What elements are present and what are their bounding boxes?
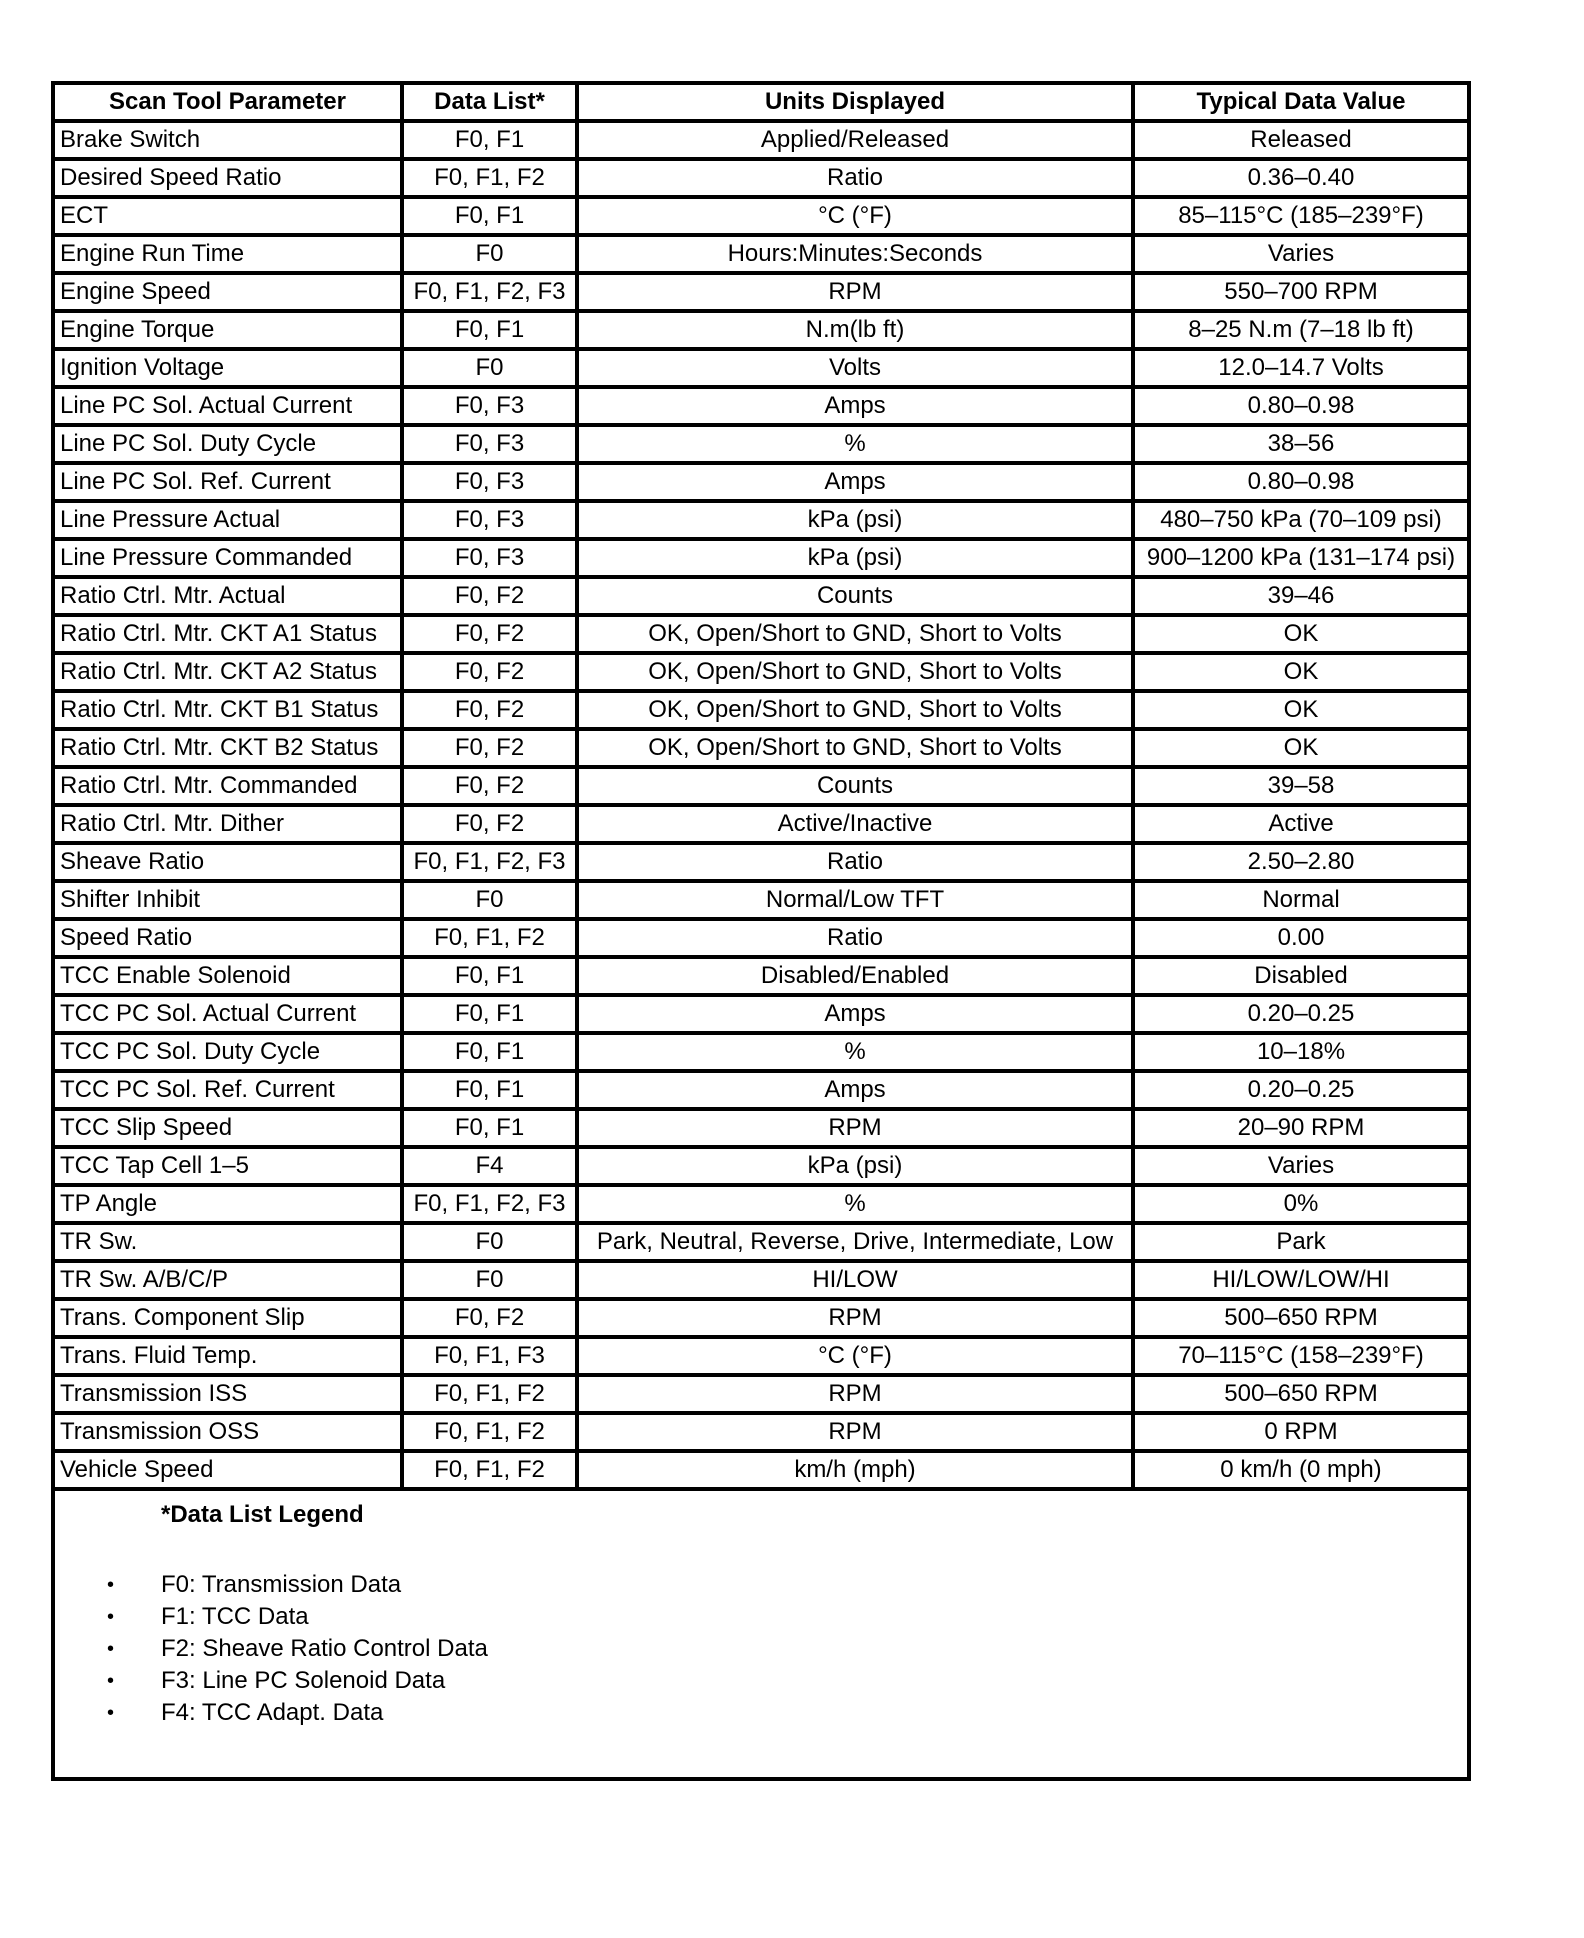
param-cell: Vehicle Speed xyxy=(53,1451,402,1489)
table-row xyxy=(53,311,1469,349)
param-cell: Line PC Sol. Duty Cycle xyxy=(53,425,402,463)
legend-item xyxy=(55,1601,1467,1633)
data-list-cell: F0, F1 xyxy=(402,121,577,159)
data-list-cell: F0, F1 xyxy=(402,1033,577,1071)
table-body xyxy=(53,121,1469,1489)
table-row xyxy=(53,1337,1469,1375)
param-cell: TCC PC Sol. Actual Current xyxy=(53,995,402,1033)
typical-value-cell: HI/LOW/LOW/HI xyxy=(1133,1261,1469,1299)
table-row xyxy=(53,1109,1469,1147)
typical-value-cell: 0 RPM xyxy=(1133,1413,1469,1451)
header-units-displayed: Units Displayed xyxy=(577,83,1133,121)
param-cell: Trans. Fluid Temp. xyxy=(53,1337,402,1375)
data-list-cell: F0, F1 xyxy=(402,197,577,235)
table-row xyxy=(53,1261,1469,1299)
param-cell: TR Sw. xyxy=(53,1223,402,1261)
scan-tool-data-table xyxy=(51,81,1471,1781)
data-list-cell: F0, F2 xyxy=(402,729,577,767)
param-cell: Line Pressure Commanded xyxy=(53,539,402,577)
typical-value-cell: Active xyxy=(1133,805,1469,843)
legend-item-text: F0: Transmission Data xyxy=(161,1571,402,1598)
data-list-cell: F0, F1, F2 xyxy=(402,159,577,197)
param-cell: Sheave Ratio xyxy=(53,843,402,881)
param-cell: Ratio Ctrl. Mtr. Actual xyxy=(53,577,402,615)
typical-value-cell: 0.80–0.98 xyxy=(1133,463,1469,501)
units-cell: Volts xyxy=(577,349,1133,387)
param-cell: Line PC Sol. Ref. Current xyxy=(53,463,402,501)
param-cell: TP Angle xyxy=(53,1185,402,1223)
table-row xyxy=(53,957,1469,995)
legend-section xyxy=(53,1489,1469,1779)
param-cell: Ratio Ctrl. Mtr. Dither xyxy=(53,805,402,843)
legend-cell xyxy=(53,1489,1469,1779)
header-data-list: Data List* xyxy=(402,83,577,121)
table-row xyxy=(53,463,1469,501)
units-cell: °C (°F) xyxy=(577,197,1133,235)
units-cell: RPM xyxy=(577,1109,1133,1147)
typical-value-cell: 8–25 N.m (7–18 lb ft) xyxy=(1133,311,1469,349)
typical-value-cell: 500–650 RPM xyxy=(1133,1299,1469,1337)
data-list-cell: F0, F1, F2, F3 xyxy=(402,273,577,311)
param-cell: TCC PC Sol. Ref. Current xyxy=(53,1071,402,1109)
param-cell: Transmission ISS xyxy=(53,1375,402,1413)
table-row xyxy=(53,729,1469,767)
data-list-cell: F0, F3 xyxy=(402,501,577,539)
param-cell: TCC Slip Speed xyxy=(53,1109,402,1147)
bullet-icon: • xyxy=(107,1638,115,1660)
typical-value-cell: 70–115°C (158–239°F) xyxy=(1133,1337,1469,1375)
data-list-cell: F0, F1 xyxy=(402,1109,577,1147)
param-cell: Desired Speed Ratio xyxy=(53,159,402,197)
data-list-cell: F0, F1, F2 xyxy=(402,919,577,957)
data-list-cell: F0, F1 xyxy=(402,995,577,1033)
table-row xyxy=(53,121,1469,159)
table-row xyxy=(53,1033,1469,1071)
typical-value-cell: Varies xyxy=(1133,235,1469,273)
param-cell: Ratio Ctrl. Mtr. CKT A2 Status xyxy=(53,653,402,691)
typical-value-cell: 10–18% xyxy=(1133,1033,1469,1071)
units-cell: N.m(lb ft) xyxy=(577,311,1133,349)
data-list-cell: F0, F3 xyxy=(402,387,577,425)
table-row xyxy=(53,881,1469,919)
typical-value-cell: 0 km/h (0 mph) xyxy=(1133,1451,1469,1489)
units-cell: Disabled/Enabled xyxy=(577,957,1133,995)
param-cell: Ratio Ctrl. Mtr. CKT B2 Status xyxy=(53,729,402,767)
units-cell: HI/LOW xyxy=(577,1261,1133,1299)
legend-item xyxy=(55,1697,1467,1729)
param-cell: Ratio Ctrl. Mtr. Commanded xyxy=(53,767,402,805)
table-row xyxy=(53,425,1469,463)
param-cell: Transmission OSS xyxy=(53,1413,402,1451)
param-cell: ECT xyxy=(53,197,402,235)
units-cell: OK, Open/Short to GND, Short to Volts xyxy=(577,729,1133,767)
units-cell: % xyxy=(577,425,1133,463)
table-row xyxy=(53,1185,1469,1223)
legend-title: *Data List Legend xyxy=(161,1501,364,1528)
param-cell: Ignition Voltage xyxy=(53,349,402,387)
typical-value-cell: Released xyxy=(1133,121,1469,159)
header-scan-tool-parameter: Scan Tool Parameter xyxy=(53,83,402,121)
data-list-cell: F0, F1, F2 xyxy=(402,1375,577,1413)
typical-value-cell: OK xyxy=(1133,653,1469,691)
data-list-cell: F4 xyxy=(402,1147,577,1185)
table-row xyxy=(53,919,1469,957)
data-list-cell: F0 xyxy=(402,881,577,919)
data-list-cell: F0, F2 xyxy=(402,805,577,843)
units-cell: RPM xyxy=(577,1299,1133,1337)
typical-value-cell: 39–46 xyxy=(1133,577,1469,615)
param-cell: Brake Switch xyxy=(53,121,402,159)
param-cell: Ratio Ctrl. Mtr. CKT A1 Status xyxy=(53,615,402,653)
data-list-cell: F0, F1, F3 xyxy=(402,1337,577,1375)
legend-row xyxy=(53,1489,1469,1779)
units-cell: Amps xyxy=(577,463,1133,501)
param-cell: Line PC Sol. Actual Current xyxy=(53,387,402,425)
param-cell: Engine Run Time xyxy=(53,235,402,273)
units-cell: Park, Neutral, Reverse, Drive, Intermediate, Low xyxy=(577,1223,1133,1261)
typical-value-cell: 2.50–2.80 xyxy=(1133,843,1469,881)
param-cell: Engine Torque xyxy=(53,311,402,349)
param-cell: Speed Ratio xyxy=(53,919,402,957)
legend-list xyxy=(55,1569,1467,1729)
header-row xyxy=(53,83,1469,121)
units-cell: Ratio xyxy=(577,159,1133,197)
units-cell: Ratio xyxy=(577,843,1133,881)
typical-value-cell: 0.20–0.25 xyxy=(1133,995,1469,1033)
units-cell: RPM xyxy=(577,1413,1133,1451)
table-row xyxy=(53,539,1469,577)
legend-item xyxy=(55,1569,1467,1601)
typical-value-cell: 20–90 RPM xyxy=(1133,1109,1469,1147)
param-cell: TR Sw. A/B/C/P xyxy=(53,1261,402,1299)
typical-value-cell: 12.0–14.7 Volts xyxy=(1133,349,1469,387)
units-cell: kPa (psi) xyxy=(577,539,1133,577)
units-cell: Amps xyxy=(577,1071,1133,1109)
units-cell: Active/Inactive xyxy=(577,805,1133,843)
table-row xyxy=(53,577,1469,615)
data-list-cell: F0, F3 xyxy=(402,463,577,501)
typical-value-cell: 900–1200 kPa (131–174 psi) xyxy=(1133,539,1469,577)
data-list-cell: F0, F2 xyxy=(402,615,577,653)
data-list-cell: F0, F1 xyxy=(402,1071,577,1109)
table-row xyxy=(53,691,1469,729)
data-list-cell: F0, F3 xyxy=(402,425,577,463)
param-cell: Trans. Component Slip xyxy=(53,1299,402,1337)
table-row xyxy=(53,843,1469,881)
table-row xyxy=(53,1451,1469,1489)
param-cell: Shifter Inhibit xyxy=(53,881,402,919)
data-list-cell: F0, F1 xyxy=(402,957,577,995)
units-cell: Counts xyxy=(577,767,1133,805)
typical-value-cell: 0% xyxy=(1133,1185,1469,1223)
table-row xyxy=(53,1299,1469,1337)
units-cell: °C (°F) xyxy=(577,1337,1133,1375)
typical-value-cell: OK xyxy=(1133,729,1469,767)
data-list-cell: F0, F2 xyxy=(402,767,577,805)
units-cell: OK, Open/Short to GND, Short to Volts xyxy=(577,691,1133,729)
bullet-icon: • xyxy=(107,1670,115,1692)
typical-value-cell: 0.80–0.98 xyxy=(1133,387,1469,425)
units-cell: Counts xyxy=(577,577,1133,615)
units-cell: Amps xyxy=(577,387,1133,425)
table-row xyxy=(53,1071,1469,1109)
units-cell: km/h (mph) xyxy=(577,1451,1133,1489)
data-list-cell: F0, F1, F2 xyxy=(402,1451,577,1489)
data-list-cell: F0, F3 xyxy=(402,539,577,577)
units-cell: OK, Open/Short to GND, Short to Volts xyxy=(577,653,1133,691)
header-typical-data-value: Typical Data Value xyxy=(1133,83,1469,121)
data-list-cell: F0 xyxy=(402,235,577,273)
units-cell: % xyxy=(577,1033,1133,1071)
typical-value-cell: OK xyxy=(1133,615,1469,653)
units-cell: RPM xyxy=(577,273,1133,311)
bullet-icon: • xyxy=(107,1702,115,1724)
table-row xyxy=(53,653,1469,691)
table-row xyxy=(53,1375,1469,1413)
typical-value-cell: OK xyxy=(1133,691,1469,729)
table-row xyxy=(53,767,1469,805)
table-header xyxy=(53,83,1469,121)
typical-value-cell: 550–700 RPM xyxy=(1133,273,1469,311)
typical-value-cell: Varies xyxy=(1133,1147,1469,1185)
typical-value-cell: Normal xyxy=(1133,881,1469,919)
table-row xyxy=(53,1413,1469,1451)
data-list-cell: F0, F1 xyxy=(402,311,577,349)
bullet-icon: • xyxy=(107,1574,115,1596)
units-cell: kPa (psi) xyxy=(577,501,1133,539)
legend-item-text: F3: Line PC Solenoid Data xyxy=(161,1667,446,1694)
table-row xyxy=(53,159,1469,197)
table-row xyxy=(53,805,1469,843)
param-cell: TCC Enable Solenoid xyxy=(53,957,402,995)
data-list-cell: F0, F2 xyxy=(402,577,577,615)
legend-item xyxy=(55,1665,1467,1697)
param-cell: Engine Speed xyxy=(53,273,402,311)
typical-value-cell: 480–750 kPa (70–109 psi) xyxy=(1133,501,1469,539)
units-cell: Ratio xyxy=(577,919,1133,957)
bullet-icon: • xyxy=(107,1606,115,1628)
typical-value-cell: Park xyxy=(1133,1223,1469,1261)
typical-value-cell: 0.20–0.25 xyxy=(1133,1071,1469,1109)
table-row xyxy=(53,615,1469,653)
typical-value-cell: 85–115°C (185–239°F) xyxy=(1133,197,1469,235)
data-list-cell: F0, F2 xyxy=(402,653,577,691)
data-list-cell: F0, F1, F2 xyxy=(402,1413,577,1451)
typical-value-cell: 500–650 RPM xyxy=(1133,1375,1469,1413)
typical-value-cell: 0.36–0.40 xyxy=(1133,159,1469,197)
data-list-cell: F0, F1, F2, F3 xyxy=(402,843,577,881)
table-row xyxy=(53,1223,1469,1261)
table-row xyxy=(53,197,1469,235)
units-cell: RPM xyxy=(577,1375,1133,1413)
data-list-cell: F0 xyxy=(402,1223,577,1261)
data-list-cell: F0, F2 xyxy=(402,691,577,729)
table-row xyxy=(53,349,1469,387)
table-row xyxy=(53,387,1469,425)
document-page xyxy=(51,81,1467,1781)
param-cell: TCC PC Sol. Duty Cycle xyxy=(53,1033,402,1071)
table-row xyxy=(53,273,1469,311)
param-cell: Line Pressure Actual xyxy=(53,501,402,539)
units-cell: % xyxy=(577,1185,1133,1223)
legend-item-text: F1: TCC Data xyxy=(161,1603,309,1630)
data-list-cell: F0 xyxy=(402,349,577,387)
table-row xyxy=(53,1147,1469,1185)
table-row xyxy=(53,501,1469,539)
param-cell: TCC Tap Cell 1–5 xyxy=(53,1147,402,1185)
units-cell: Applied/Released xyxy=(577,121,1133,159)
units-cell: Amps xyxy=(577,995,1133,1033)
units-cell: Normal/Low TFT xyxy=(577,881,1133,919)
table-row xyxy=(53,995,1469,1033)
typical-value-cell: 0.00 xyxy=(1133,919,1469,957)
units-cell: Hours:Minutes:Seconds xyxy=(577,235,1133,273)
data-list-cell: F0, F1, F2, F3 xyxy=(402,1185,577,1223)
typical-value-cell: 39–58 xyxy=(1133,767,1469,805)
param-cell: Ratio Ctrl. Mtr. CKT B1 Status xyxy=(53,691,402,729)
legend-item-text: F2: Sheave Ratio Control Data xyxy=(161,1635,488,1662)
legend-item xyxy=(55,1633,1467,1665)
units-cell: OK, Open/Short to GND, Short to Volts xyxy=(577,615,1133,653)
legend-item-text: F4: TCC Adapt. Data xyxy=(161,1699,384,1726)
typical-value-cell: Disabled xyxy=(1133,957,1469,995)
table-row xyxy=(53,235,1469,273)
data-list-cell: F0, F2 xyxy=(402,1299,577,1337)
data-list-cell: F0 xyxy=(402,1261,577,1299)
typical-value-cell: 38–56 xyxy=(1133,425,1469,463)
units-cell: kPa (psi) xyxy=(577,1147,1133,1185)
